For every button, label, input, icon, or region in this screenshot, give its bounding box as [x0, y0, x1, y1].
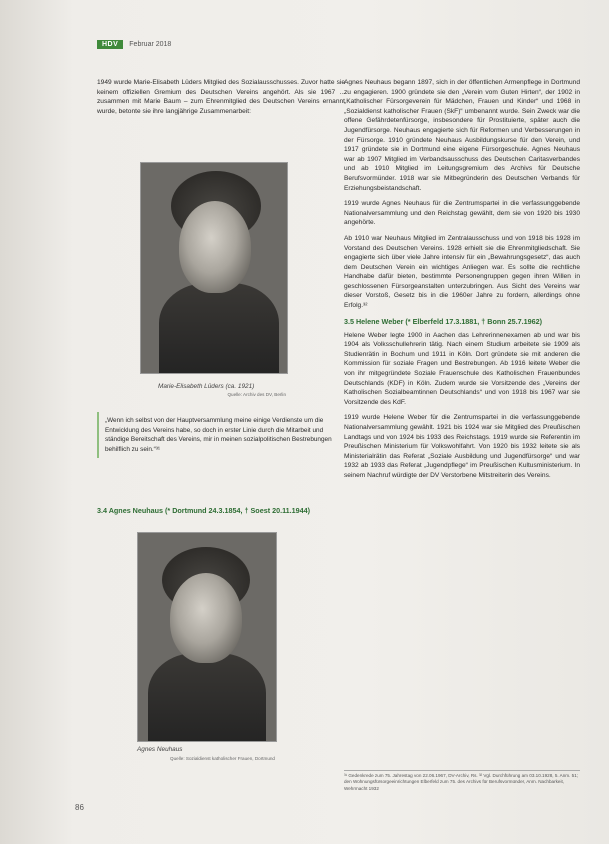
page-number: 86 [75, 803, 84, 812]
paragraph: Helene Weber legte 1900 in Aachen das Lehrerinnenexamen ab und war bis 1904 als Volksschullehrerin tätig. Nach einem Studium arbeitete sie 1909 als Studienrätin in Bochum und 1911 in Köln. Dort gründete sie mit anderen die Kommission für soziale Fragen und Bestrebungen. Ab 1916 leitete Weber die von ihr mitgegründete Soziale Frauenschule des Katholischen Frauenbundes Deutschlands (KDF) in Köln. Zudem wurde sie Vorsitzende des „Vereins der Katholischen Sozialbeamtinnen Deutschlands“ und von 1918 bis 1967 war sie Vorsitzende des KdF. [344, 331, 580, 406]
left-intro-text [97, 78, 345, 122]
photo-credit: Quelle: Sozialdienst katholischer Frauen, Dortmund [170, 756, 275, 761]
quote-box: „Wenn ich selbst von der Hauptversammlung meine einige Verdienste um die Entwicklung des Vereins habe, so doch in erster Linie durch die Mitarbeit und ständige Bereitschaft des Vereins, mir in meinen sozialpolitischen Bestrebungen behilflich zu sein.“³¹ [97, 412, 351, 458]
issue-date: Februar 2018 [129, 41, 172, 48]
footnotes: ³¹ Gedenkrede zum 75. Jahrestag von 22.06.1967, DV-Archiv, Rs. ³² Vgl. Durchführung am 03.10.1928, 5. Anm. 51; den Wohnungsfürsorgeeinrichtungen Elberfeld zum 75. des Archivs für Berufsvormünder, Anm. Nachbarkeit, Wehrmacht 1932 [344, 770, 580, 792]
photo-marie-elisabeth-lueders [140, 162, 288, 374]
page-header [97, 40, 171, 49]
photo-agnes-neuhaus [137, 532, 277, 742]
paragraph: 1919 wurde Agnes Neuhaus für die Zentrumspartei in die verfassunggebende Nationalversammlung und den Reichstag gewählt, dem sie von 1920 bis 1930 angehörte. [344, 200, 580, 227]
photo-caption: Marie-Elisabeth Lüders (ca. 1921) [158, 383, 255, 390]
section-heading-agnes-neuhaus: 3.4 Agnes Neuhaus (* Dortmund 24.3.1854, † Soest 20.11.1944) [97, 506, 311, 515]
photo-caption: Agnes Neuhaus [137, 746, 183, 753]
photo-credit: Quelle: Archiv des DV, Berlin [227, 392, 286, 397]
paragraph: Agnes Neuhaus begann 1897, sich in der öffentlichen Armenpflege in Dortmund zu engagieren. 1900 gründete sie den „Verein vom Guten Hirten“, der 1902 in „Katholischer Fürsorgeverein für Mädchen, Frauen und Kinder“ und 1968 in „Sozialdienst katholischer Frauen (SkF)“ umbenannt wurde. Sein Zweck war die offene Gefährdetenfürsorge, insbesondere für Prostituierte, später auch die Jugendfürsorge. Neuhaus engagierte sich für Reformen und Verbesserungen in der Fürsorge. 1910 gründete Neuhaus Ausbildungskurse für den Verein, und 1917 gründete sie in Dortmund eine eigene Fürsorgeschule. Agnes Neuhaus war ab 1907 Mitglied im Verbandsausschuss des Deutschen Caritasverbandes und ab 1910 Mitglied im Leitungsgremium des Archivs für Deutsche Berufsvormünder. 1918 war sie Mitbegründerin des Deutschen Verbands für Erziehungsbeistandschaft. [344, 79, 580, 192]
paragraph: Ab 1910 war Neuhaus Mitglied im Zentralausschuss und von 1918 bis 1928 im Vorstand des Deutschen Vereins. 1928 erhielt sie die Ehrenmitgliedschaft. Sie engagierte sich über viele Jahre intensiv für ein „Bewahrungsgesetz“, das auch dem Deutschen Verein ein wichtiges Anliegen war. Es sollte die rechtliche Handhabe dafür bieten, bestimmte Personengruppen gegen ihren Willen in geschlossenen Fürsorgeanstalten unterzubringen. Aus Sicht des Vereins war dieser Vorstoß, Gesetz bis in die 1960er Jahre zu fordern, allerdings ohne Erfolg.³² [344, 234, 580, 310]
journal-badge: HDV [97, 40, 123, 49]
section-heading-helene-weber: 3.5 Helene Weber (* Elberfeld 17.3.1881, † Bonn 25.7.1962) [344, 316, 543, 326]
paragraph: 1949 wurde Marie-Elisabeth Lüders Mitglied des Sozialausschusses. Zuvor hatte sie keinem offiziellen Gremium des Deutschen Vereins angehört. Als sie 1967 ... zusammen mit Marie Baum – zum Ehrenmitglied des Deutschen Vereins ernannt wurde, betonte sie ihre langjährige Zusammenarbeit: [97, 79, 345, 115]
right-column [344, 78, 580, 487]
paragraph: 1919 wurde Helene Weber für die Zentrumspartei in die verfassunggebende Nationalversammlung gewählt. 1921 bis 1924 war sie Mitglied des Preußischen Landtags und von 1924 bis 1933 des Reichstags. 1919 wurde sie Referentin im Preußischen Ministerium für Volkswohlfahrt. Von 1920 bis 1932 leitete sie als Ministerialrätin das Referat „Soziale Ausbildung und Jugendfürsorge“ und war 1932 ab 1933 das Referat „Jugendpflege“ im Preußischen Kultusministerium. In seinem Nachruf würdigte der DV Verstorbene Mitstreiterin des Vereins. [344, 414, 580, 479]
